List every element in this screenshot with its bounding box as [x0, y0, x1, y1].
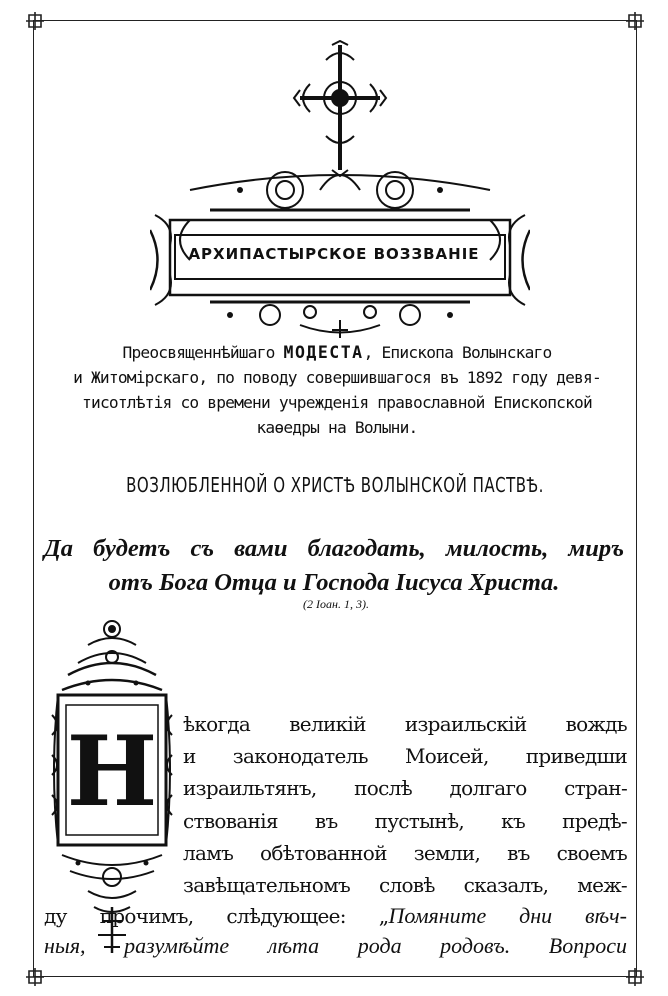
body-line: ствованія въ пустынѣ, къ предѣ- — [183, 808, 627, 833]
quote-text: ныя, разумѣйте лѣта рода родовъ. — [44, 933, 511, 958]
intro-text: и Житомірскаго, по поводу совершившагося въ 1892 году девя- — [73, 368, 601, 387]
body-text: Вопроси — [510, 933, 627, 958]
body-line: израильтянъ, послѣ долгаго стран- — [183, 776, 627, 801]
body-line: ѣкогда великій израильскій вождь — [183, 712, 627, 736]
intro-text: тисотлѣтія со времени учрежденія православной Епископской — [82, 393, 592, 412]
intro-paragraph — [42, 340, 632, 440]
intro-text: каѳедры на Волыни. — [256, 418, 418, 437]
intro-text: , Епископа Волынскаго — [363, 343, 552, 362]
body-line: завѣщательномъ словѣ сказалъ, меж- — [183, 873, 627, 898]
body-paragraph — [183, 708, 627, 901]
intro-text: Преосвященнѣйшаго — [122, 343, 284, 362]
corner-ornament-icon — [624, 10, 646, 32]
frame-top-rule — [33, 20, 637, 21]
initial-letter: Н — [66, 715, 158, 828]
address-heading: ВОЗЛЮБЛЕННОЙ О ХРИСТѢ ВОЛЫНСКОЙ ПАСТВѢ. — [126, 472, 544, 498]
frame-bottom-rule — [33, 976, 637, 977]
greeting-quote — [44, 532, 624, 600]
citation: (2 Іоан. 1, 3). — [303, 597, 369, 611]
bishop-name: МОДЕСТА — [283, 343, 364, 362]
body-text: ду прочимъ, слѣдующее: „ — [44, 904, 389, 928]
page-title: АРХИПАСТЫРСКОЕ ВОЗЗВАНІЕ — [188, 245, 480, 263]
corner-ornament-icon — [24, 966, 46, 988]
header-cross-ornament-icon — [150, 40, 530, 340]
corner-ornament-icon — [624, 966, 646, 988]
body-line: ламъ обѣтованной земли, въ своемъ — [183, 840, 627, 865]
corner-ornament-icon — [24, 10, 46, 32]
greeting-line: отъ Бога Отца и Господа Іисуса Христа. — [108, 569, 560, 596]
body-line — [44, 900, 627, 932]
body-line: и законодатель Моисей, приведши — [183, 744, 627, 769]
body-line — [44, 930, 627, 962]
quote-text: Помяните дни вѣч- — [388, 903, 627, 928]
greeting-line: Да будетъ съ вами благодать, милость, миръ — [44, 535, 624, 562]
